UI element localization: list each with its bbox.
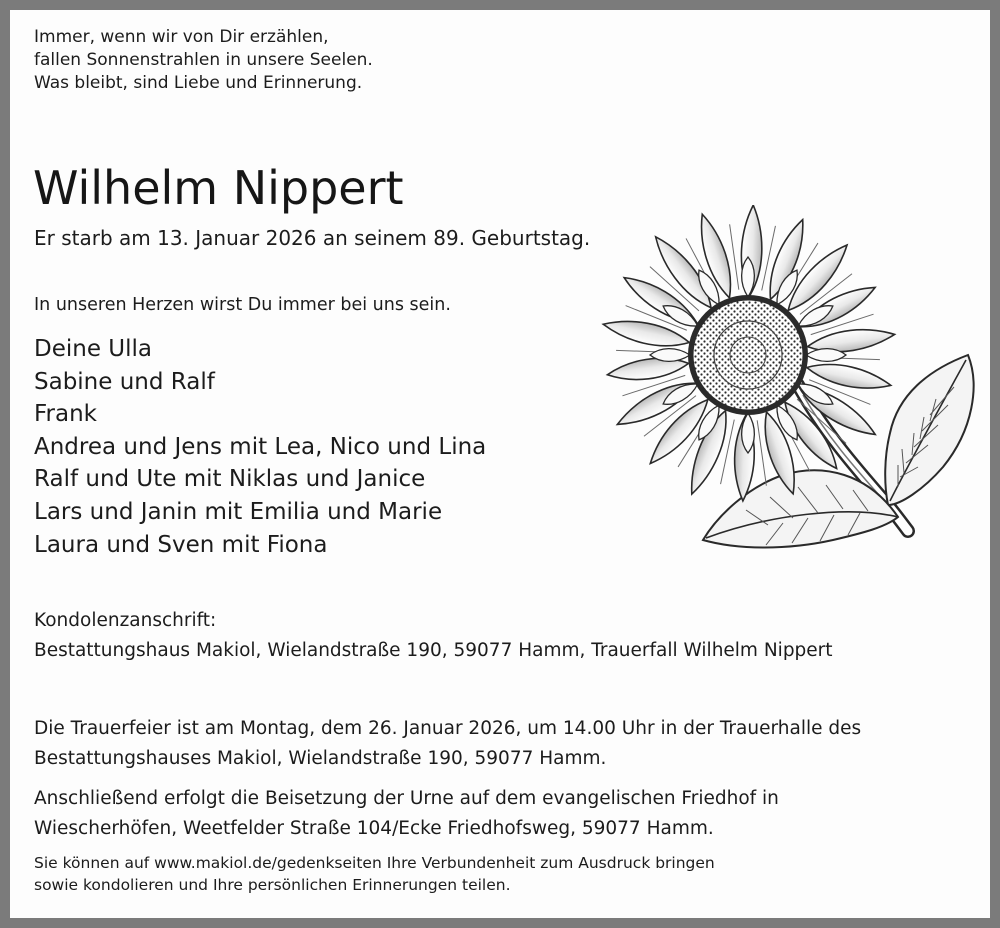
family-member: Lars und Janin mit Emilia und Marie [34,498,443,525]
family-list [34,333,486,561]
sunflower-icon [598,205,983,565]
family-member: Frank [34,401,98,428]
website-note [34,852,715,896]
poem-line: Immer, wenn wir von Dir erzählen, [34,27,329,47]
condolence-address: Bestattungshaus Makiol, Wielandstraße 190, 59077 Hamm, Trauerfall Wilhelm Nippert [34,640,833,661]
condolence-label: Kondolenzanschrift: [34,610,217,631]
website-line: Sie können auf www.makiol.de/gedenkseiten Ihre Verbundenheit zum Ausdruck bringen [34,854,715,872]
ceremony-line: Die Trauerfeier ist am Montag, dem 26. Januar 2026, um 14.00 Uhr in der Trauerhalle des [34,718,862,739]
burial-info [34,784,779,844]
family-member: Andrea und Jens mit Lea, Nico und Lina [34,433,487,460]
family-member: Ralf und Ute mit Niklas und Janice [34,466,426,493]
farewell-line: In unseren Herzen wirst Du immer bei uns sein. [34,295,451,315]
family-member: Laura und Sven mit Fiona [34,531,328,558]
family-member: Deine Ulla [34,336,152,362]
website-line: sowie kondolieren und Ihre persönlichen Erinnerungen teilen. [34,876,511,894]
poem [34,26,373,95]
burial-line: Anschließend erfolgt die Beisetzung der Urne auf dem evangelischen Friedhof in [34,788,779,809]
poem-line: fallen Sonnenstrahlen in unsere Seelen. [34,50,373,70]
ceremony-line: Bestattungshauses Makiol, Wielandstraße 190, 59077 Hamm. [34,748,607,769]
burial-line: Wiescherhöfen, Weetfelder Straße 104/Ecke Friedhofsweg, 59077 Hamm. [34,818,714,839]
family-member: Sabine und Ralf [34,368,215,395]
poem-line: Was bleibt, sind Liebe und Erinnerung. [34,73,363,93]
death-notice: Er starb am 13. Januar 2026 an seinem 89. Geburtstag. [34,226,591,250]
ceremony-info [34,714,861,774]
deceased-name: Wilhelm Nippert [33,161,404,215]
